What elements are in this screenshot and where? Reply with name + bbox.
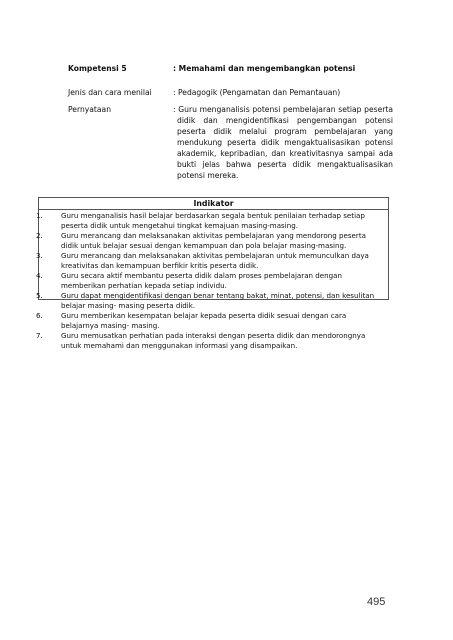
indicator-text: Guru merancang dan melaksanakan aktivitas pembelajaran yang mendorong peserta didik untuk belajar sesuai dengan kemampuan dan pola belajar masing-masing. [61, 231, 366, 250]
indicator-number: 6. [36, 311, 43, 320]
indicator-item [36, 271, 388, 291]
assessment-type-label: Jenis dan cara menilai [68, 88, 152, 97]
indicator-text: Guru memusatkan perhatian pada interaksi dengan peserta didik dan mendorongnya untuk memahami dan menggunakan informasi yang disampaikan. [61, 331, 366, 350]
indicator-text: Guru merancang dan melaksanakan aktivitas pembelajaran untuk memunculkan daya kreativitas dan kemampuan berfikir kritis peserta didik. [61, 251, 369, 270]
indicator-number: 3. [36, 251, 43, 260]
indicator-item [36, 211, 388, 231]
statement-label: Pernyataan [68, 105, 112, 114]
indicator-text: Guru secara aktif membantu peserta didik dalam proses pembelajaran dengan memberikan perhatian kepada setiap individu. [61, 271, 342, 290]
indicator-table [36, 197, 389, 350]
indicator-number: 4. [36, 271, 43, 280]
indicator-text: Guru memberikan kesempatan belajar kepada peserta didik sesuai dengan cara belajarnya masing- masing. [61, 311, 347, 330]
indicator-number: 7. [36, 331, 43, 340]
indicator-number: 5. [36, 291, 43, 300]
indicator-table-header: Indikator [39, 198, 388, 210]
indicator-item [36, 231, 388, 251]
competency-value: : Memahami dan mengembangkan potensi [173, 64, 356, 73]
statement-text: : Guru menganalisis potensi pembelajaran setiap peserta didik dan mengidentifikasi pengembangan potensi peserta didik melalui program pembelajaran yang mendukung peserta didik mengaktualisasikan potensi akademik, kepribadian, dan kreativitasnya sampai ada bukti jelas bahwa peserta didik mengaktualisasikan potensi mereka. [173, 105, 393, 180]
indicator-number: 1. [36, 211, 43, 220]
indicator-text: Guru dapat mengidentifikasi dengan benar tentang bakat, minat, potensi, dan kesulitan belajar masing- masing peserta didik. [61, 291, 375, 310]
indicator-item [36, 311, 388, 331]
indicator-list [36, 211, 388, 351]
page-number: 495 [367, 596, 386, 608]
indicator-item [36, 251, 388, 271]
assessment-type-value: : Pedagogik (Pengamatan dan Pemantauan) [173, 88, 341, 97]
indicator-item [36, 291, 388, 311]
indicator-text: Guru menganalisis hasil belajar berdasarkan segala bentuk penilaian terhadap setiap peserta didik untuk mengetahui tingkat kemajuan masing-masing. [61, 211, 365, 230]
competency-label: Kompetensi 5 [68, 64, 127, 73]
indicator-number: 2. [36, 231, 43, 240]
indicator-item [36, 331, 388, 351]
